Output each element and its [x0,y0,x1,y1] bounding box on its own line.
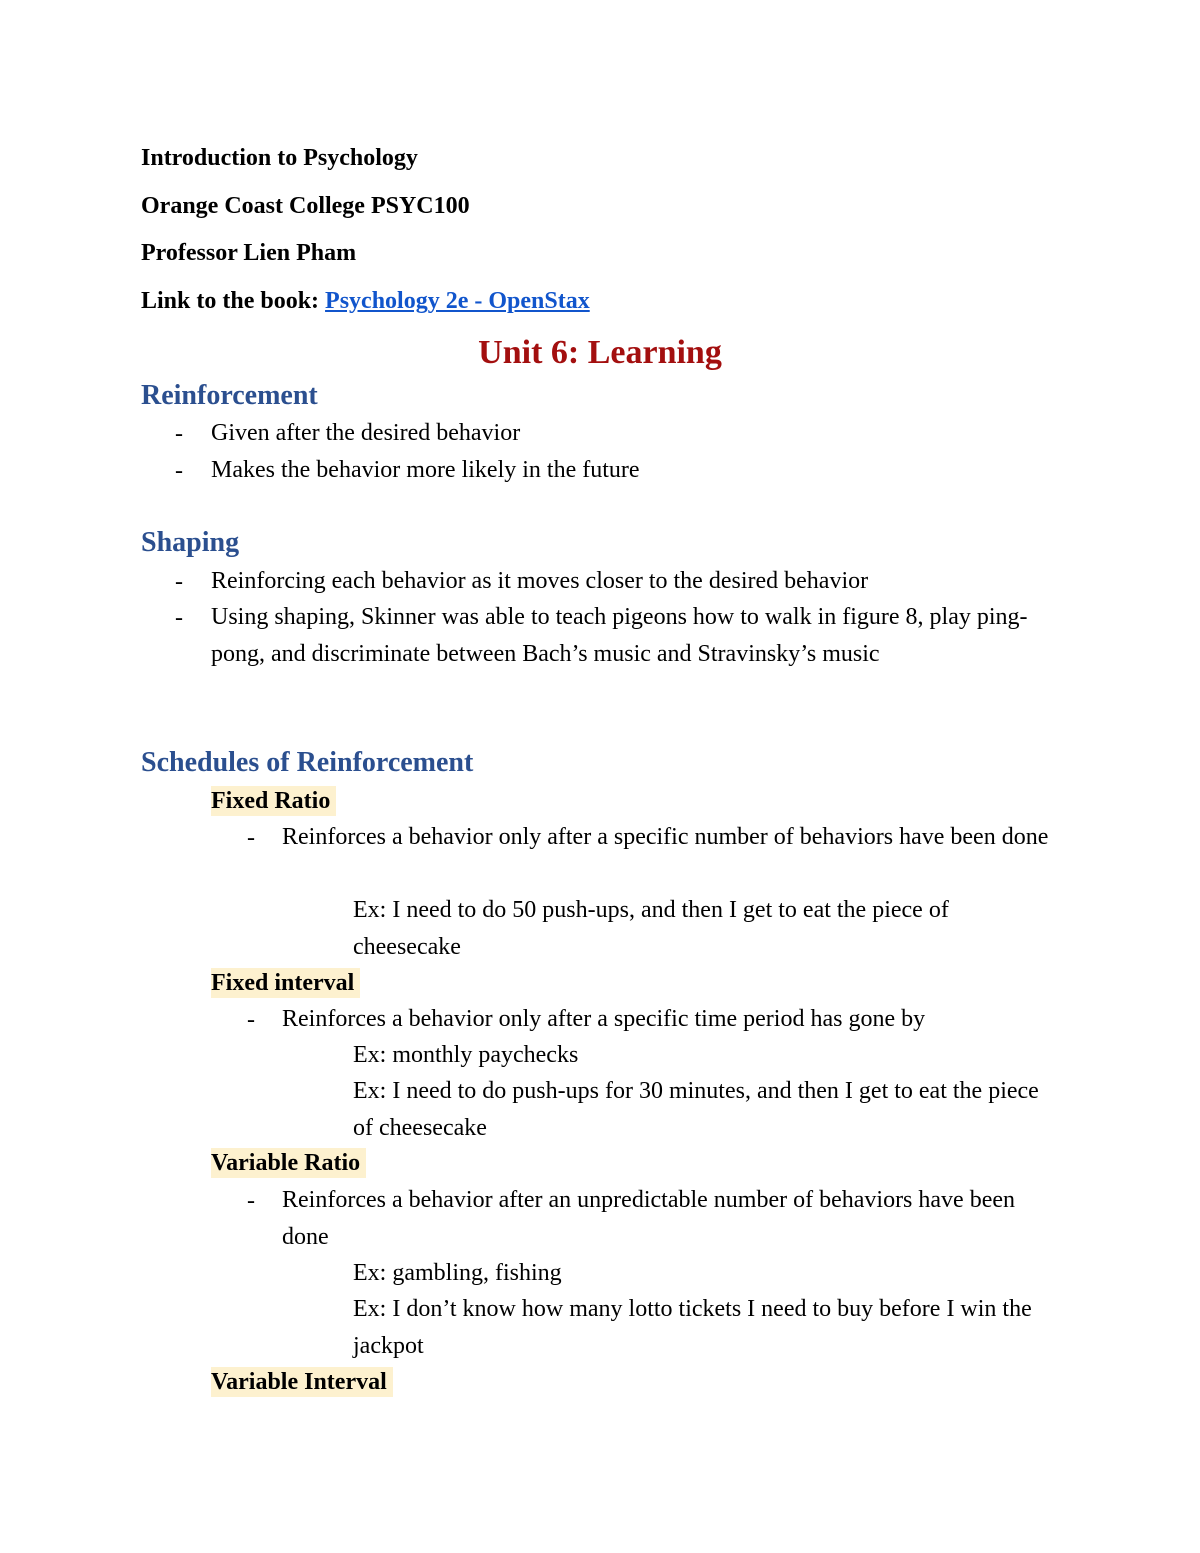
fixed-interval-example: Ex: monthly paychecks [353,1042,579,1068]
book-link[interactable]: Psychology 2e - OpenStax [325,288,590,314]
professor-line: Professor Lien Pham [141,240,357,266]
fixed-ratio-example: Ex: I need to do 50 push-ups, and then I get to eat the piece of cheesecake [353,897,949,960]
variable-ratio-example: Ex: I don’t know how many lotto tickets I need to buy before I win the jackpot [353,1296,1032,1359]
reinforcement-bullet: Given after the desired behavior [211,420,521,446]
book-link-line [141,286,590,316]
fixed-interval-example: Ex: I need to do push-ups for 30 minutes, and then I get to eat the piece of cheesecake [353,1078,1039,1141]
shaping-bullet: Using shaping, Skinner was able to teach pigeons how to walk in figure 8, play ping-pong, and discriminate between Bach’s music and Stravinsky’s music [211,604,1028,667]
bullet-mark: - [175,569,183,595]
bullet-mark: - [247,1007,255,1033]
fixed-interval-label: Fixed interval [211,968,360,998]
book-link-label: Link to the book: [141,288,320,314]
bullet-mark: - [247,1188,255,1214]
reinforcement-bullet: Makes the behavior more likely in the future [211,457,640,483]
variable-ratio-example: Ex: gambling, fishing [353,1260,562,1286]
fixed-ratio-bullet: Reinforces a behavior only after a specific number of behaviors have been done [282,824,1049,850]
shaping-heading: Shaping [141,527,240,558]
fixed-interval-bullet: Reinforces a behavior only after a specific time period has gone by [282,1006,926,1032]
variable-ratio-label: Variable Ratio [211,1148,366,1178]
fixed-ratio-label: Fixed Ratio [211,786,336,816]
reinforcement-heading: Reinforcement [141,380,318,411]
shaping-bullet: Reinforcing each behavior as it moves closer to the desired behavior [211,568,869,594]
variable-ratio-bullet: Reinforces a behavior after an unpredictable number of behaviors have been done [282,1187,1016,1250]
course-title: Introduction to Psychology [141,145,418,171]
bullet-mark: - [175,421,183,447]
bullet-mark: - [175,605,183,631]
variable-interval-label: Variable Interval [211,1367,393,1397]
bullet-mark: - [175,458,183,484]
college-line: Orange Coast College PSYC100 [141,193,470,219]
schedules-heading: Schedules of Reinforcement [141,747,474,778]
unit-title: Unit 6: Learning [478,334,722,371]
bullet-mark: - [247,825,255,851]
